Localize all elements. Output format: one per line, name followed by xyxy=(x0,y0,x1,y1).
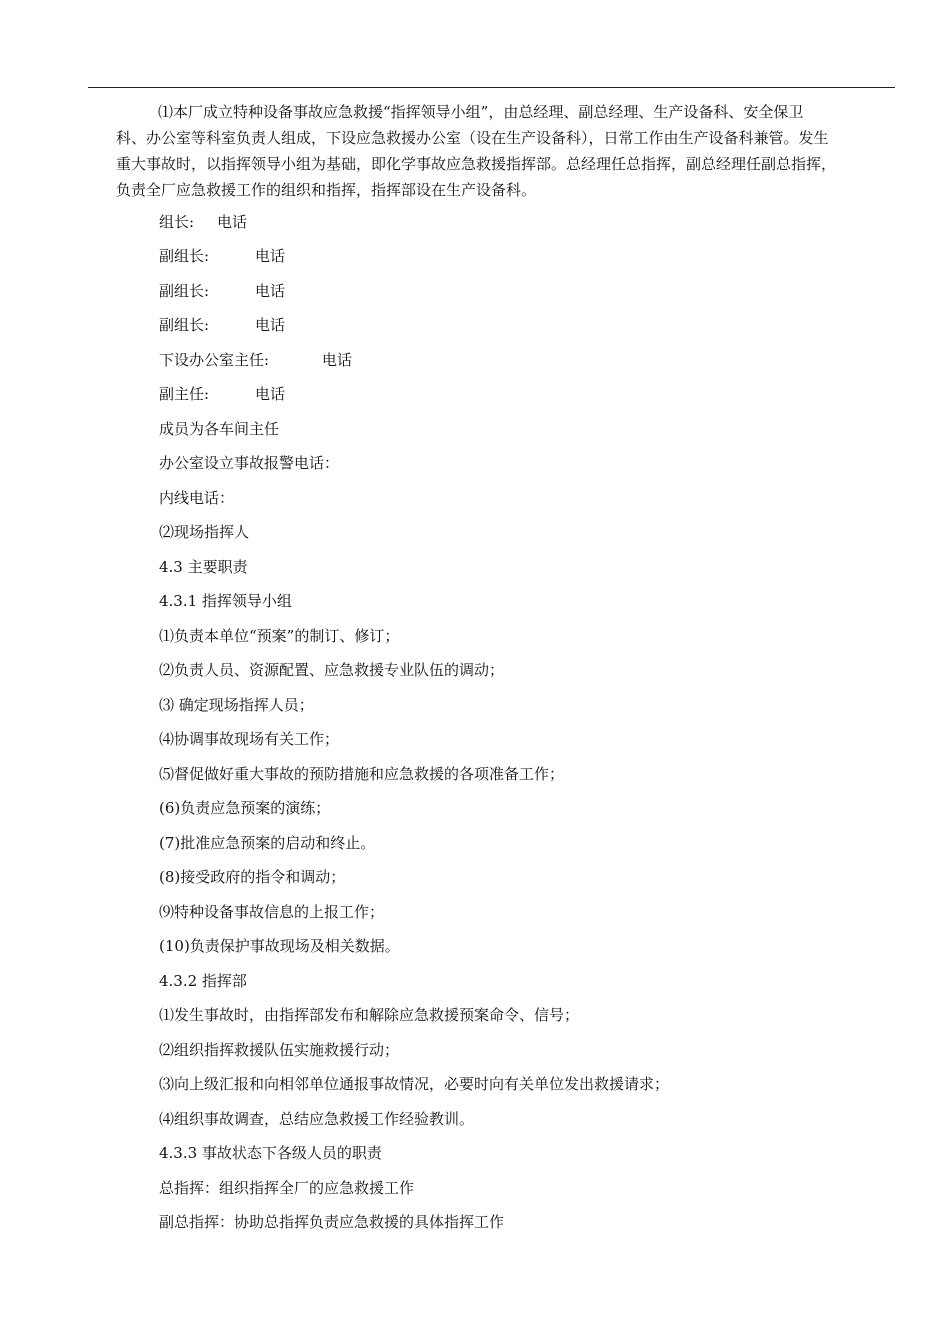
intro-line-1: ⑴本厂成立特种设备事故应急救援“指挥领导小组”，由总经理、副总经理、生产设备科、安全保卫 xyxy=(158,103,804,121)
list-item: ⑵负责人员、资源配置、应急救援专业队伍的调动； xyxy=(159,661,505,679)
list-item: (8)接受政府的指令和调动； xyxy=(159,868,346,886)
alarm-phone-line: 办公室设立事故报警电话： xyxy=(159,454,340,472)
duty-line: 总指挥：组织指挥全厂的应急救援工作 xyxy=(159,1179,415,1197)
list-item: (6)负责应急预案的演练； xyxy=(159,799,331,817)
contact-role: 组长: xyxy=(159,213,195,231)
list-item: ⑶向上级汇报和向相邻单位通报事故情况，必要时向有关单位发出救援请求； xyxy=(159,1075,670,1093)
list-item: ⑷组织事故调查，总结应急救援工作经验教训。 xyxy=(159,1110,475,1128)
intro-paragraph xyxy=(116,99,895,203)
list-item: (7)批准应急预案的启动和终止。 xyxy=(159,834,376,852)
contact-role: 副组长: xyxy=(159,316,210,334)
internal-phone-line: 内线电话： xyxy=(159,489,235,507)
intro-line-3: 重大事故时，以指挥领导小组为基础，即化学事故应急救援指挥部。总经理任总指挥，副总经理任副总指挥， xyxy=(116,155,837,173)
list-item: (10)负责保护事故现场及相关数据。 xyxy=(159,937,400,955)
contact-phone: 电话 xyxy=(217,213,248,231)
section-heading: 4.3 主要职责 xyxy=(159,558,248,576)
contact-line xyxy=(159,212,247,232)
contact-phone: 电话 xyxy=(255,247,286,265)
contact-line xyxy=(159,315,285,335)
subsection-heading: 4.3.2 指挥部 xyxy=(159,972,247,990)
list-item: ⑸督促做好重大事故的预防措施和应急救援的各项准备工作； xyxy=(159,765,565,783)
contact-line xyxy=(159,384,285,404)
contact-phone: 电话 xyxy=(255,282,286,300)
contact-role: 副组长: xyxy=(159,282,210,300)
list-item: ⑼特种设备事故信息的上报工作； xyxy=(159,903,385,921)
duty-line: 副总指挥：协助总指挥负责应急救援的具体指挥工作 xyxy=(159,1213,505,1231)
contact-role: 副主任: xyxy=(159,385,210,403)
list-item: ⑴发生事故时，由指挥部发布和解除应急救援预案命令、信号； xyxy=(159,1006,580,1024)
members-line: 成员为各车间主任 xyxy=(159,420,280,438)
subsection-heading: 4.3.1 指挥领导小组 xyxy=(159,592,292,610)
contact-line xyxy=(159,281,285,301)
contact-phone: 电话 xyxy=(255,316,286,334)
list-item: ⑶ 确定现场指挥人员； xyxy=(159,696,314,714)
contact-line xyxy=(159,246,285,266)
contact-role: 下设办公室主任: xyxy=(159,351,270,369)
intro-line-2: 科、办公室等科室负责人组成，下设应急救援办公室（设在生产设备科），日常工作由生产设备科兼管。发生 xyxy=(116,129,829,147)
contact-line xyxy=(159,350,352,370)
list-item: ⑵组织指挥救援队伍实施救援行动； xyxy=(159,1041,400,1059)
list-item: ⑷协调事故现场有关工作； xyxy=(159,730,340,748)
contact-phone: 电话 xyxy=(255,385,286,403)
contact-phone: 电话 xyxy=(322,351,353,369)
header-rule xyxy=(88,87,895,88)
intro-line-4: 负责全厂应急救援工作的组织和指挥，指挥部设在生产设备科。 xyxy=(116,181,537,199)
contact-role: 副组长: xyxy=(159,247,210,265)
subsection-heading: 4.3.3 事故状态下各级人员的职责 xyxy=(159,1144,382,1162)
list-item: ⑵现场指挥人 xyxy=(159,523,250,541)
list-item: ⑴负责本单位“预案”的制订、修订； xyxy=(159,627,400,645)
